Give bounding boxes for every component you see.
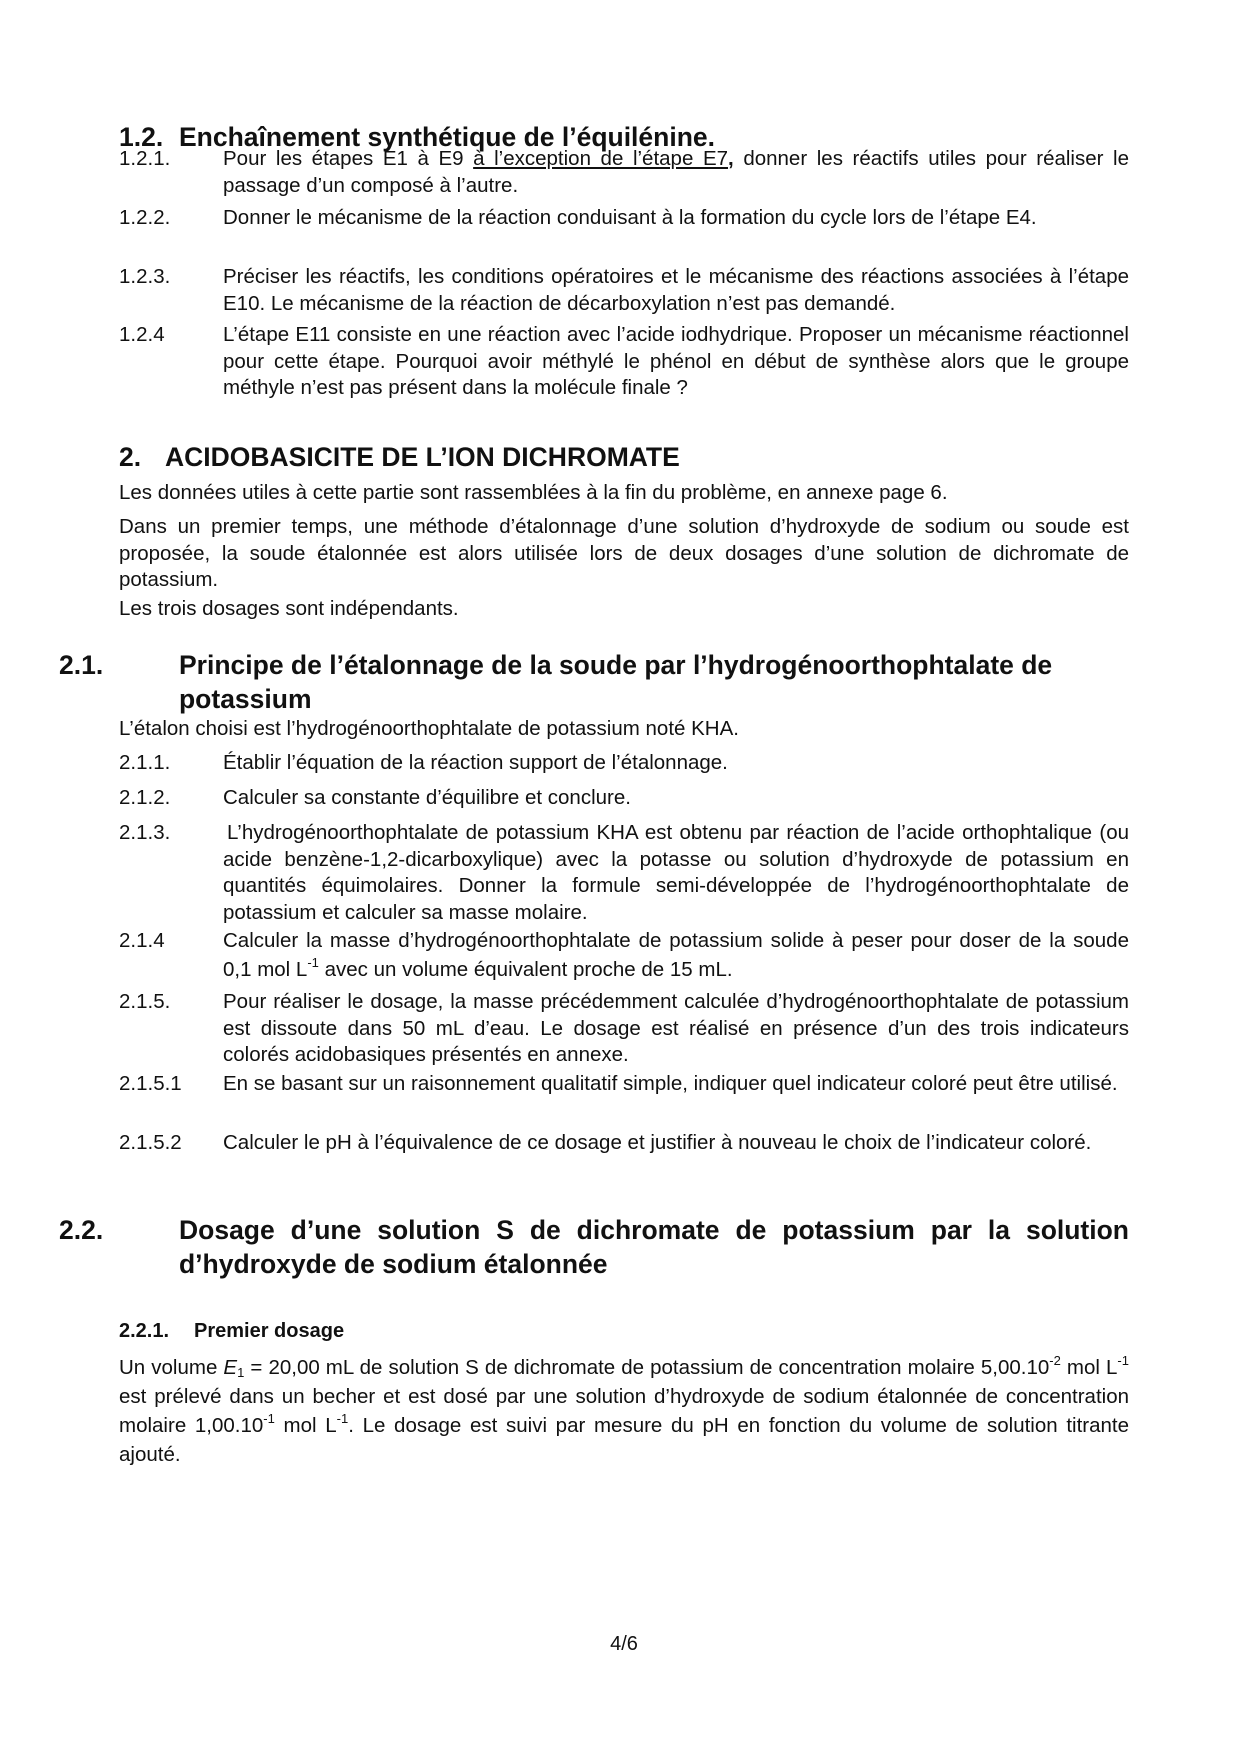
heading-number: 2. (119, 442, 142, 472)
heading-title: Enchaînement synthétique de l’équilénine. (179, 122, 715, 152)
paragraph-etalon: L’étalon choisi est l’hydrogénoorthophtalate de potassium noté KHA. (119, 717, 739, 740)
item-number: 2.1.1. (119, 751, 171, 774)
heading-2-2-1 (119, 1318, 344, 1344)
paragraph-premier-dosage: Un volume $E_1 = 20,00$ mL de solution S de dichromate de potassium de concentration molaire $5,00.10^{-2}$ mol $L^{-1}$ est prélevé dans un becher et est dosé par une solution d’hydroxyde de sodium étalonnée de concentration molaire $1,00.10^{-1}$ mol $L^{-1}$. Le dosage est suivi par mesure du pH en fonction du volume de solution titrante ajouté. (119, 1353, 1129, 1466)
page-number: 4/6 (610, 1633, 638, 1655)
item-text: L’hydrogénoorthophtalate de potassium KHA est obtenu par réaction de l’acide orthophtalique (ou acide benzène-1,2-dicarboxylique) avec la potasse ou solution d’hydroxyde de potassium en quantités équimolaires. Donner la formule semi-développée de l’hydrogénoorthophtalate de potassium et calculer sa masse molaire. (223, 821, 1129, 924)
heading-number: 2.2.1. (119, 1320, 170, 1342)
item-number: 1.2.3. (119, 265, 171, 288)
item-number: 2.1.2. (119, 786, 171, 809)
item-2-1-3 (119, 820, 1129, 926)
item-text: Établir l’équation de la réaction support de l’étalonnage. (223, 751, 728, 774)
paragraph-independent: Les trois dosages sont indépendants. (119, 597, 459, 620)
item-2-1-4: 2.1.4 Calculer la masse d’hydrogénoorthophtalate de potassium solide à peser pour doser de la soude 0,1 mol $L^{-1}$ avec un volume équivalent proche de 15 mL. (119, 926, 1129, 984)
item-text: En se basant sur un raisonnement qualitatif simple, indiquer quel indicateur coloré peut être utilisé. (223, 1072, 1118, 1095)
heading-2 (119, 440, 1129, 474)
heading-number: 2.1. (59, 650, 104, 680)
heading-title: ACIDOBASICITE DE L’ION DICHROMATE (165, 442, 680, 472)
item-2-1-2 (119, 785, 1129, 812)
item-number: 2.1.5.2 (119, 1131, 182, 1154)
item-number: 1.2.2. (119, 206, 171, 229)
item-1-2-1: 1.2.1. Pour les étapes E1 à E9 à l’exception de l’étape E7, donner les réactifs utiles pour réaliser le passage d’un composé à l’autre. (119, 147, 1130, 197)
item-number: 2.1.3. (119, 821, 171, 844)
heading-2-1 (59, 648, 1129, 716)
item-1-2-3 (119, 264, 1129, 317)
paragraph-intro: Dans un premier temps, une méthode d’étalonnage d’une solution d’hydroxyde de sodium ou soude est proposée, la soude étalonnée est alors utilisée lors de deux dosages d’une solution de dichromate de potassium. (119, 515, 1129, 591)
item-text: L’étape E11 consiste en une réaction avec l’acide iodhydrique. Proposer un mécanisme réactionnel pour cette étape. Pourquoi avoir méthylé le phénol en début de synthèse alors que le groupe méthyle n’est pas présent dans la molécule finale ? (223, 323, 1129, 399)
underlined-text: à l’exception de l’étape E7 (473, 147, 729, 170)
item-1-2-2 (119, 205, 1129, 232)
item-number: 2.1.5. (119, 990, 171, 1013)
item-number: 1.2.1. (119, 147, 171, 170)
paragraph-annexe: Les données utiles à cette partie sont rassemblées à la fin du problème, en annexe page 6. (119, 481, 948, 504)
item-2-1-5-1 (119, 1071, 1129, 1098)
heading-2-2 (59, 1213, 1129, 1281)
item-number: 1.2.4 (119, 323, 165, 346)
item-2-1-1 (119, 750, 1129, 777)
heading-title: Dosage d’une solution S de dichromate de potassium par la solution d’hydroxyde de sodium étalonnée (179, 1215, 1129, 1279)
item-text: Calculer le pH à l’équivalence de ce dosage et justifier à nouveau le choix de l’indicateur coloré. (223, 1131, 1092, 1154)
item-2-1-5 (119, 989, 1129, 1069)
item-text: Calculer sa constante d’équilibre et conclure. (223, 786, 631, 809)
item-text: Préciser les réactifs, les conditions opératoires et le mécanisme des réactions associées à l’étape E10. Le mécanisme de la réaction de décarboxylation n’est pas demandé. (223, 265, 1129, 315)
heading-number: 2.2. (59, 1215, 104, 1245)
heading-number: 1.2. (119, 122, 164, 152)
item-1-2-4 (119, 322, 1129, 402)
item-number: 2.1.4 (119, 929, 165, 952)
item-2-1-5-2 (119, 1130, 1129, 1157)
item-text: Pour réaliser le dosage, la masse précédemment calculée d’hydrogénoorthophtalate de potassium est dissoute dans 50 mL d’eau. Le dosage est réalisé en présence d’un des trois indicateurs colorés acidobasiques présentés en annexe. (223, 990, 1129, 1066)
heading-title: Principe de l’étalonnage de la soude par l’hydrogénoorthophtalate de potassium (179, 650, 1053, 714)
item-text: Donner le mécanisme de la réaction conduisant à la formation du cycle lors de l’étape E4. (223, 206, 1037, 229)
heading-title: Premier dosage (194, 1320, 345, 1342)
item-number: 2.1.5.1 (119, 1072, 182, 1095)
